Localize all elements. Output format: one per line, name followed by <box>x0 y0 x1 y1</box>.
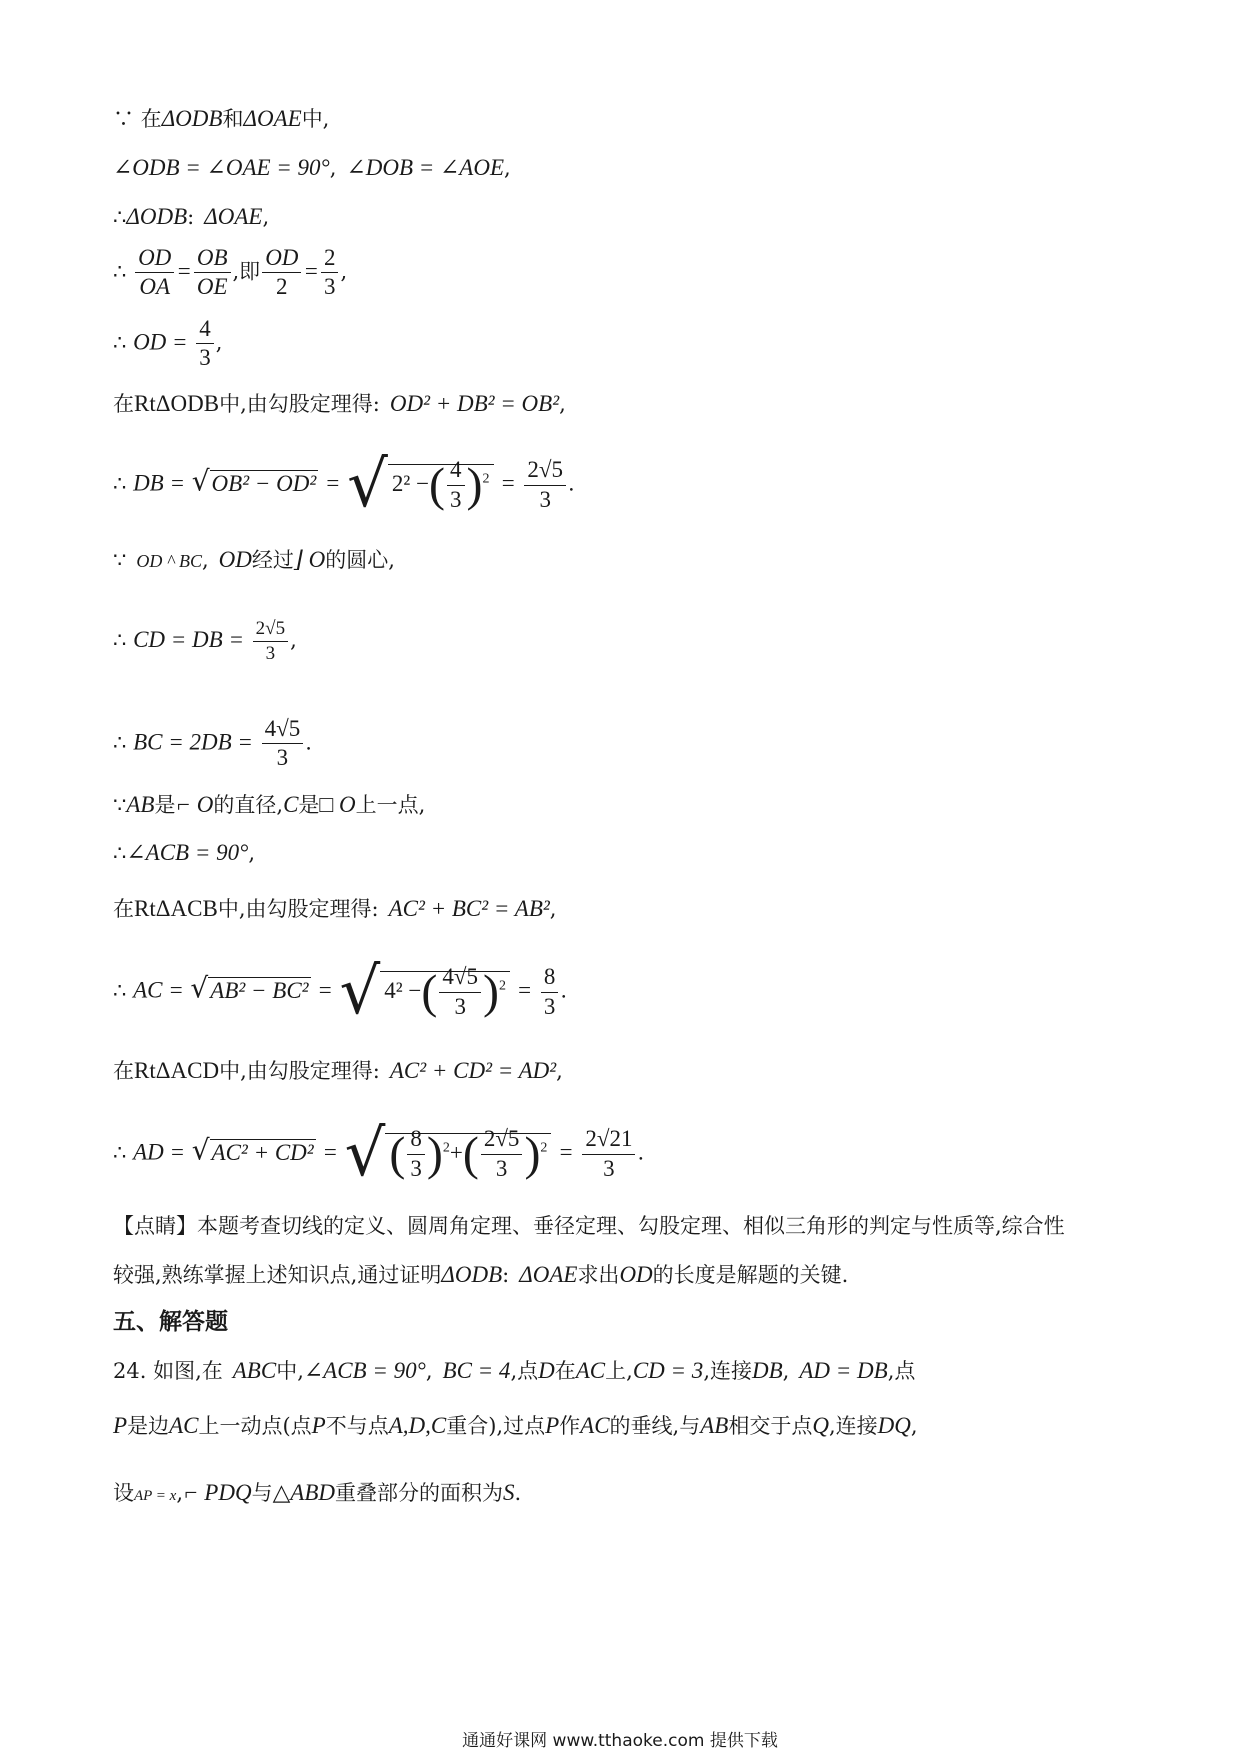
radicand: 2² −( $\frac{4}{3}$ )$^2$ <box>388 464 494 496</box>
problem-line-2: P是边AC上一动点(点P不与点A,D,C重合),过点P作AC的垂线,与AB相交于点Q,连接DQ, <box>113 1413 918 1438</box>
fraction: $\frac{2√5}{3}$ <box>253 618 288 665</box>
therefore-symbol: ∴ <box>113 978 127 1003</box>
text: ,即 <box>232 259 261 284</box>
line-2 <box>113 153 511 183</box>
dianjing-text: 本题考查切线的定义、圆周角定理、垂径定理、勾股定理、相似三角形的判定与性质等,综合性 <box>197 1214 1065 1238</box>
line-11: ∵AB是⌐ O的直径,C是□ O上一点, <box>113 792 426 817</box>
dianjing-label: 【点睛】 <box>113 1214 197 1238</box>
radicand: AB² − BC² <box>210 977 309 1003</box>
radicand: AC² + CD² <box>211 1139 314 1165</box>
line-14: ∴ AC = √AB² − BC² = √ 4² −( $\frac{4√5}{3}$ )$^2$ = $\frac{8}{3}$ . <box>113 955 568 1029</box>
problem-line-1: 24. 如图,在 ABC中,∠ACB = 90°, BC = 4,点D在AC上,CD = 3,连接DB, AD = DB,点 <box>113 1358 916 1383</box>
line-13: 在RtΔACB中,由勾股定理得: AC² + BC² = AB², <box>113 896 557 921</box>
line-8: ∵ OD ^ BC, OD经过⌋ O的圆心, <box>113 547 395 572</box>
math: ∠ODB = ∠OAE = 90° <box>113 155 330 180</box>
because-symbol: ∵ <box>113 548 127 572</box>
line-1 <box>113 104 329 134</box>
therefore-symbol: ∴ <box>113 730 127 755</box>
fraction: $\frac{OD}{2}$ <box>262 245 301 301</box>
problem-line-3: 设AP = x,⌐ PDQ与△ABD重叠部分的面积为S. <box>113 1480 522 1505</box>
therefore-symbol: ∴ <box>113 259 127 284</box>
line-15: 在RtΔACD中,由勾股定理得: AC² + CD² = AD², <box>113 1058 563 1083</box>
therefore-symbol: ∴ <box>113 205 127 229</box>
fraction: $\frac{2√21}{3}$ <box>582 1126 635 1182</box>
line-3 <box>113 202 269 232</box>
line-10: ∴ BC = 2DB = $\frac{4√5}{3}$ . <box>113 716 312 771</box>
math: ΔODB <box>161 106 223 131</box>
therefore-symbol: ∴ <box>113 471 127 496</box>
section-title: 五、解答题 <box>113 1309 228 1335</box>
dianjing-line-1 <box>113 1211 1065 1241</box>
fraction: $\frac{2√5}{3}$ <box>524 457 566 513</box>
math: RtΔODB <box>134 391 220 416</box>
text: , <box>329 156 337 180</box>
fraction: $\frac{OD}{OA}$ <box>135 245 174 301</box>
therefore-symbol: ∴ <box>113 330 127 355</box>
radicand: ( $\frac{8}{3}$ )$^2$+( $\frac{2√5}{3}$ )$^2$ <box>385 1133 551 1165</box>
therefore-symbol: ∴ <box>113 841 127 865</box>
fraction: $\frac{8}{3}$ <box>541 964 559 1020</box>
text: : <box>187 205 195 229</box>
text: , <box>262 205 270 229</box>
text: , <box>504 156 511 180</box>
text: 中, <box>301 107 330 131</box>
math: ∠DOB = ∠AOE <box>346 155 504 180</box>
dianjing-line-2: 较强,熟练掌握上述知识点,通过证明ΔODB: ΔOAE求出OD的长度是解题的关键. <box>113 1262 849 1287</box>
math: ΔODB <box>126 204 188 229</box>
text: 和 <box>222 107 244 131</box>
fraction: $\frac{2}{3}$ <box>321 245 339 301</box>
therefore-symbol: ∴ <box>113 627 127 652</box>
math: OD = <box>133 329 188 355</box>
text: ∵ 在 <box>113 107 162 131</box>
line-6: 在RtΔODB中,由勾股定理得: OD² + DB² = OB², <box>113 391 566 416</box>
math: OD² + DB² = OB² <box>389 391 560 416</box>
radicand: OB² − OD² <box>211 470 317 496</box>
line-5: ∴ OD = $\frac{4}{3}$ , <box>113 316 223 371</box>
footer: 通通好课网 www.tthaoke.com 提供下载 <box>462 1731 778 1751</box>
line-7: ∴ DB = √OB² − OD² = √ 2² −( $\frac{4}{3}$ )$^2$ = $\frac{2√5}{3}$ . <box>113 448 575 522</box>
math: ΔOAE <box>243 106 302 131</box>
fraction: $\frac{OB}{OE}$ <box>194 245 231 301</box>
fraction: $\frac{4√5}{3}$ <box>262 716 304 772</box>
line-9: ∴ CD = DB = $\frac{2√5}{3}$ , <box>113 618 297 664</box>
radicand: 4² −( $\frac{4√5}{3}$ )$^2$ <box>380 971 510 1003</box>
line-16: ∴ AD = √AC² + CD² = √( $\frac{8}{3}$ )$^2$+( $\frac{2√5}{3}$ )$^2$ = $\frac{2√21}{3}$ . <box>113 1117 645 1191</box>
line-4: ∴ $\frac{OD}{OA}$ = $\frac{OB}{OE}$ ,即 $\frac{OD}{2}$ = $\frac{2}{3}$ , <box>113 245 348 300</box>
line-12: ∴∠ACB = 90°, <box>113 840 255 865</box>
math: ΔOAE <box>204 204 263 229</box>
because-symbol: ∵ <box>113 793 127 817</box>
therefore-symbol: ∴ <box>113 1140 127 1165</box>
fraction: $\frac{4}{3}$ <box>196 316 214 372</box>
